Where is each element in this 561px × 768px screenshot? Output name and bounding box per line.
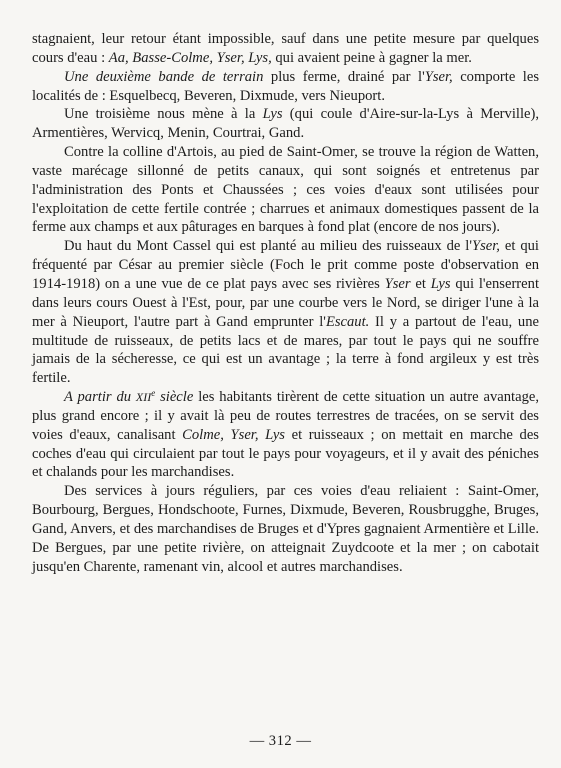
text-run: les habitants tirèrent de cette situation un autre avantage, plus grand encore ; il y avait là peu de routes terrestres de tracées, on se servit des voies d'eaux, canalisant xyxy=(32,389,539,443)
paragraph xyxy=(32,68,539,106)
text-run: Contre la colline d'Artois, au pied de Saint-Omer, se trouve la région de Watten, vaste marécage sillonné de petits canaux, qui sont soignés et entretenus par l'administration des Ponts et Chaussées ; ces voies d'eaux sont utilisées pour l'exploitation de cette fertile contrée ; charrues et animaux domestiques passent de la ferme aux champs et aux pâturages en barques à fond plat (encore de nos jours). xyxy=(32,144,539,236)
body-text xyxy=(32,30,539,576)
italic-text: Colme, Yser, Lys xyxy=(182,426,285,443)
paragraph xyxy=(32,388,539,482)
text-run: qui l'enserrent dans leurs cours Ouest à l'Est, pour, par une courbe vers le Nord, se diriger l'une à la mer à Nieuport, l'autre part à Gand emprunter l' xyxy=(32,275,539,330)
text-run: et xyxy=(410,275,431,292)
italic-text: e xyxy=(151,388,156,399)
text-run: Des services à jours réguliers, par ces voies d'eau reliaient : Saint-Omer, Bourbourg, Bergues, Hondschoote, Furnes, Dixmude, Beveren, Rousbrugghe, Bruges, Gand, Anvers, et des marchandises de Bruges et d'Ypres gagnaient Armentière et Lille. De Bergues, par une petite rivière, on atteignait Zuydcoote et la mer ; on cabotait jusqu'en Charente, ramenant vin, alcool et autres marchandises. xyxy=(32,483,539,575)
text-run: et qui fréquenté par César au premier siècle (Foch le prit comme poste d'observation en 1914-1918) on a une vue de ce plat pays avec ses rivières xyxy=(32,238,539,292)
text-run: Une troisième nous mène à la xyxy=(64,106,263,123)
page-number: — 312 — xyxy=(249,733,312,749)
text-run: plus ferme, drainé par l' xyxy=(263,68,425,85)
text-run: comporte les localités de : Esquelbecq, Beveren, Dixmude, vers Nieuport. xyxy=(32,68,540,104)
text-run: Du haut du Mont Cassel qui est planté au milieu des ruisseaux de l' xyxy=(64,238,472,255)
text-run: (qui coule d'Aire-sur-la-Lys à Merville), Armentières, Wervicq, Menin, Courtrai, Gand. xyxy=(32,106,539,142)
paragraph xyxy=(32,143,539,237)
paragraph xyxy=(32,482,539,576)
paragraph xyxy=(32,30,539,68)
italic-text: Yser, xyxy=(471,238,500,255)
italic-text: Lys xyxy=(430,275,451,292)
italic-text: Escaut. xyxy=(325,313,370,330)
italic-text: siècle xyxy=(155,389,194,406)
paragraph xyxy=(32,237,539,388)
italic-text: A partir du xyxy=(64,389,136,406)
italic-text: Yser xyxy=(384,275,411,292)
italic-text: Yser, xyxy=(424,68,453,85)
text-run: qui avaient peine à gagner la mer. xyxy=(271,49,472,66)
italic-text: Lys xyxy=(262,106,283,123)
italic-text: Aa, Basse-Colme, Yser, Lys, xyxy=(108,49,272,66)
text-run: et ruisseaux ; on mettait en marche des coches d'eau qui circulaient par tout le pays pour voyageurs, et il y avait des péniches et chalands pour les marchandises. xyxy=(32,426,539,481)
paragraph xyxy=(32,105,539,143)
italic-text: Une deuxième bande de terrain xyxy=(64,68,264,85)
text-run: stagnaient, leur retour étant impossible, sauf dans une petite mesure par quelques cours d'eau : xyxy=(32,31,539,66)
italic-text: XII xyxy=(135,390,152,405)
text-run: Il y a partout de l'eau, une multitude de ruisseaux, de petits lacs et de mares, par tout le pays qui ne souffre jamais de la sécheresse, ce qui est un avantage ; la terre à fond argileux y est très fertile. xyxy=(32,313,539,387)
